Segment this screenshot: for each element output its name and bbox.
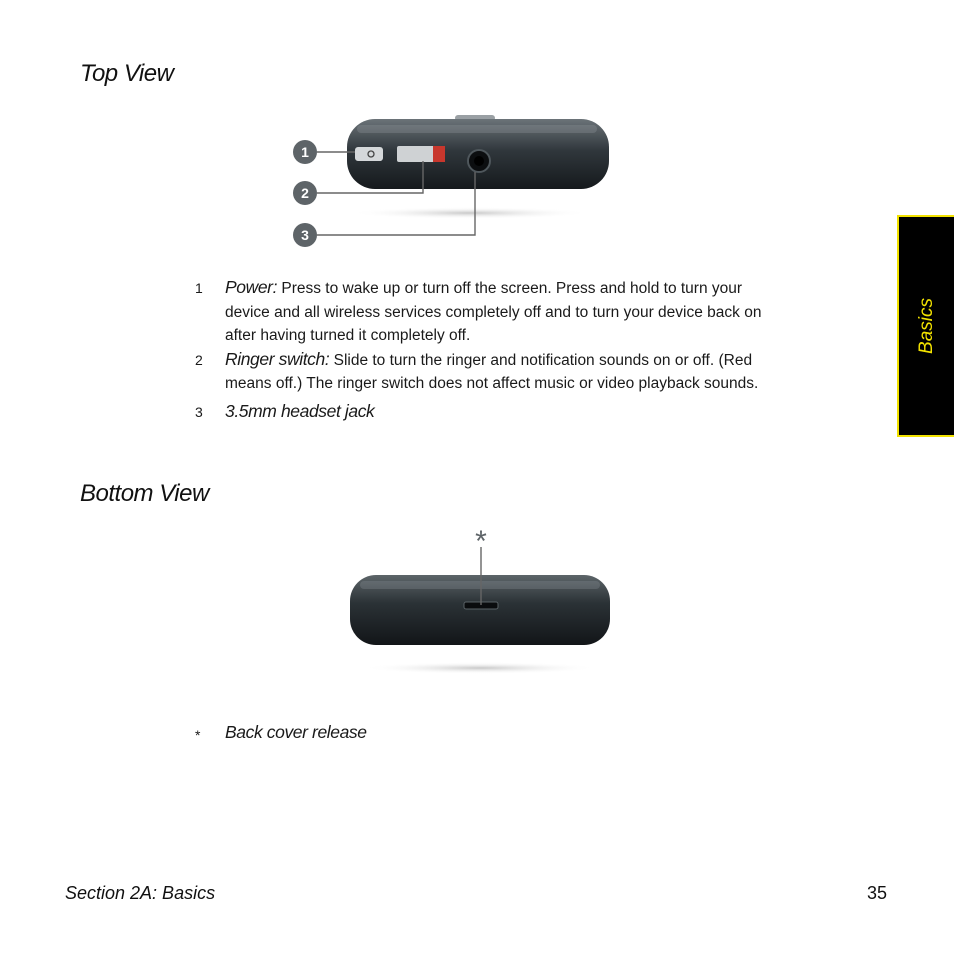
page-number: 35 <box>867 883 888 903</box>
callout-3 <box>293 223 317 247</box>
section-tab-label: Basics <box>915 298 937 354</box>
section-tab <box>897 215 954 437</box>
ringer-red-indicator <box>433 146 445 162</box>
callout-asterisk: * <box>475 525 487 558</box>
list-item-power: 1 Power: Press to wake up or turn off the screen. Press and hold to turn your device and all wireless services completely off and to turn your device back on after having turned it completely off. <box>195 277 762 344</box>
bottom-view-heading: Bottom View <box>80 480 209 507</box>
device-shadow <box>362 662 598 674</box>
svg-text:1: 1 <box>301 144 309 160</box>
top-view-heading: Top View <box>80 60 174 87</box>
device-shadow <box>350 207 590 219</box>
list-item-headset: 3 3.5mm headset jack <box>195 400 375 421</box>
callout-1 <box>293 140 317 164</box>
top-view-figure <box>285 105 665 255</box>
top-view-list <box>195 276 765 424</box>
list-item-ringer: 2 Ringer switch: Slide to turn the ringer and notification sounds on or off. (Red means off.) The ringer switch does not affect music or video playback sounds. <box>195 348 759 392</box>
list-item-back-cover: * Back cover release <box>195 722 367 743</box>
footer-section: Section 2A: Basics <box>65 883 216 903</box>
svg-text:3: 3 <box>301 227 309 243</box>
callout-2 <box>293 181 317 205</box>
power-button <box>355 147 383 161</box>
bottom-view-figure <box>330 525 630 685</box>
bottom-view-list <box>195 721 765 746</box>
svg-text:2: 2 <box>301 185 309 201</box>
